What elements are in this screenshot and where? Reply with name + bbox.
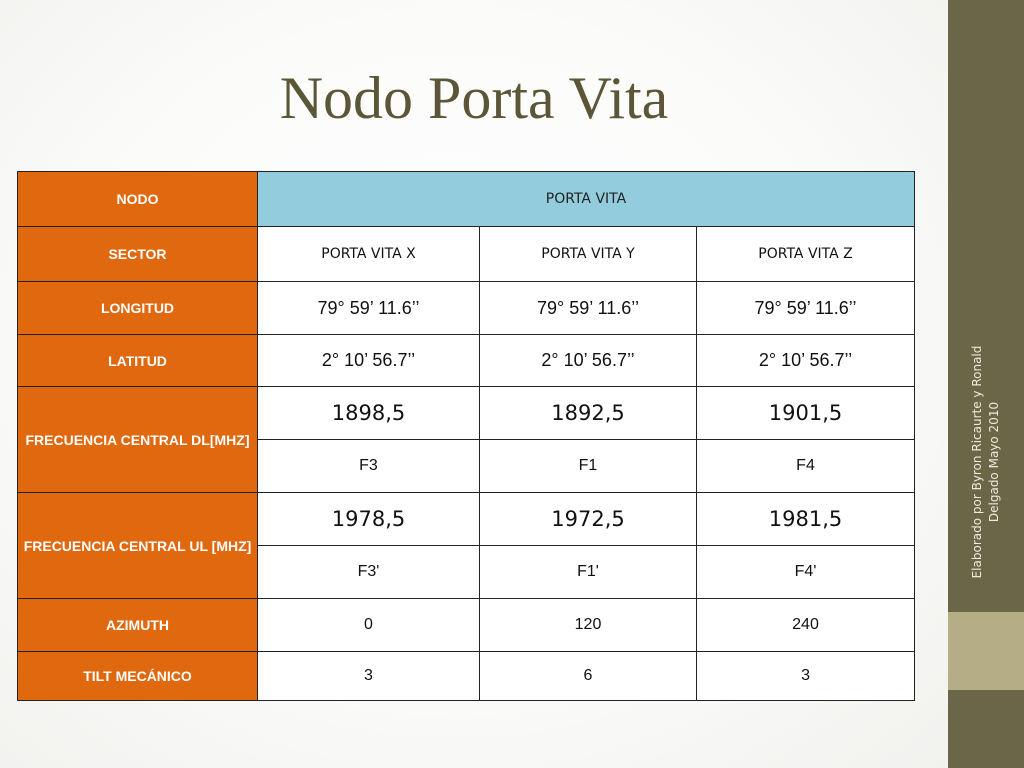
tilt-cell: 3	[258, 652, 480, 701]
row-header-ul: FRECUENCIA CENTRAL UL [MHZ]	[18, 493, 258, 599]
longitud-cell: 79° 59’ 11.6’’	[480, 282, 697, 335]
row-header-tilt: TILT MECÁNICO	[18, 652, 258, 701]
sidebar-credit: Elaborado por Byron Ricaurte y Ronald Delgado Mayo 2010	[970, 345, 1001, 579]
table-row-nodo	[18, 172, 915, 227]
nodo-value: PORTA VITA	[258, 172, 915, 227]
tilt-cell: 3	[697, 652, 915, 701]
azimuth-cell: 120	[480, 599, 697, 652]
azimuth-cell: 240	[697, 599, 915, 652]
row-header-longitud: LONGITUD	[18, 282, 258, 335]
latitud-cell: 2° 10’ 56.7’’	[258, 335, 480, 387]
table-row-latitud	[18, 335, 915, 387]
sector-cell: PORTA VITA X	[258, 227, 480, 282]
ul-freq-cell: 1972,5	[480, 493, 697, 546]
table-row-dl-freq	[18, 387, 915, 440]
node-data-table	[17, 171, 915, 701]
dl-freq-cell: 1892,5	[480, 387, 697, 440]
ul-code-cell: F3'	[258, 546, 480, 599]
table-row-tilt	[18, 652, 915, 701]
longitud-cell: 79° 59’ 11.6’’	[697, 282, 915, 335]
sidebar-accent-block	[948, 612, 1024, 690]
longitud-cell: 79° 59’ 11.6’’	[258, 282, 480, 335]
dl-freq-cell: 1898,5	[258, 387, 480, 440]
latitud-cell: 2° 10’ 56.7’’	[697, 335, 915, 387]
dl-code-cell: F3	[258, 440, 480, 493]
ul-code-cell: F1'	[480, 546, 697, 599]
latitud-cell: 2° 10’ 56.7’’	[480, 335, 697, 387]
table-row-longitud	[18, 282, 915, 335]
row-header-nodo: NODO	[18, 172, 258, 227]
dl-code-cell: F1	[480, 440, 697, 493]
sector-cell: PORTA VITA Z	[697, 227, 915, 282]
ul-freq-cell: 1981,5	[697, 493, 915, 546]
row-header-sector: SECTOR	[18, 227, 258, 282]
tilt-cell: 6	[480, 652, 697, 701]
row-header-azimuth: AZIMUTH	[18, 599, 258, 652]
row-header-latitud: LATITUD	[18, 335, 258, 387]
dl-code-cell: F4	[697, 440, 915, 493]
row-header-dl: FRECUENCIA CENTRAL DL[MHZ]	[18, 387, 258, 493]
table-row-azimuth	[18, 599, 915, 652]
slide-title: Nodo Porta Vita	[279, 65, 669, 131]
ul-freq-cell: 1978,5	[258, 493, 480, 546]
ul-code-cell: F4'	[697, 546, 915, 599]
sector-cell: PORTA VITA Y	[480, 227, 697, 282]
dl-freq-cell: 1901,5	[697, 387, 915, 440]
table-row-ul-freq	[18, 493, 915, 546]
table-row-sector	[18, 227, 915, 282]
azimuth-cell: 0	[258, 599, 480, 652]
